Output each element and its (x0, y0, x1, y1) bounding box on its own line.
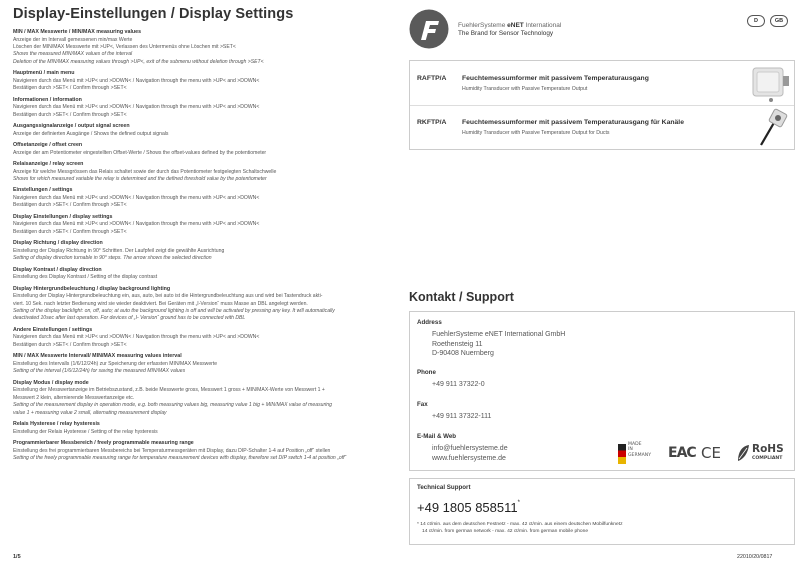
support-heading: Technical Support (417, 484, 471, 491)
section-line: Einstellung der Messwertanzeige im Betriebszustand, z.B. beide Messwerte gross, Messwert 1 gross + MIN/MAX-Werte von Messwert 1 + (13, 387, 325, 394)
section-line: Anzeige der im Intervall gemessenen min/max Werte (13, 36, 133, 43)
section-line: Setting of the interval (1/6/12/24h) for saving the measured MIN/MAX values (13, 368, 186, 375)
settings-section (13, 214, 395, 236)
section-heading: Einstellungen / settings (13, 187, 73, 194)
settings-section (13, 327, 395, 349)
section-line: Shows for which measured variable the relay is determined and the defined threshold value by the potentiometer (13, 176, 267, 183)
eac-mark: EAC (668, 445, 696, 461)
section-line: Bestätigen durch >SET< / Confirm through >SET< (13, 111, 127, 118)
section-line: Bestätigen durch >SET< / Confirm through >SET< (13, 202, 127, 209)
section-line: Anzeige der am Potentiometer eingestellten Offset-Werte / Shows the offset-values defined by the potentiometer (13, 149, 267, 156)
phone-label: Phone (417, 369, 436, 376)
section-line: Setting of the display backlight: on, off, auto; at auto the background lighting is off and will be activated by pressing any key. It will automatically (13, 308, 335, 315)
duct-sensor-image (747, 107, 791, 149)
settings-section (13, 380, 395, 417)
ce-mark: CE (701, 444, 721, 462)
section-line: Shows the measured MIN/MAX values of the interval (13, 51, 133, 58)
product-row (410, 106, 794, 150)
section-line: value 1 + measuring value 2 small, alternating measurement display (13, 409, 167, 416)
settings-section (13, 440, 395, 462)
web-label: E-Mail & Web (417, 433, 457, 440)
section-heading: MIN / MAX Messwerte / MIN/MAX measuring values (13, 29, 142, 35)
contact-heading: Kontakt / Support (409, 290, 514, 304)
language-de-badge: D (747, 15, 765, 27)
brand-tagline: The Brand for Sensor Technology (458, 30, 554, 37)
product-title: Feuchtemessumformer mit passivem Temperaturausgang für Kanäle (462, 119, 684, 126)
address-line: FuehlerSysteme eNET International GmbH (432, 331, 566, 338)
phone-number[interactable]: +49 911 37322-0 (432, 381, 485, 388)
address-line: D-90408 Nuernberg (432, 350, 494, 358)
section-line: Bestätigen durch >SET< / Confirm through >SET< (13, 341, 127, 348)
settings-section (13, 70, 395, 92)
section-line: Anzeige für welche Messgrössen das Relais schaltet sowie der durch das Potentiometer festgelegten Schaltschwelle (13, 168, 277, 175)
section-heading: Ausgangssignalanzeige / output signal screen (13, 123, 130, 130)
language-gb-badge: GB (770, 15, 788, 27)
product-code: RAFTP/A (417, 75, 447, 82)
section-line: Deletion of the MIN/MAX measuring values through >UP<, exit of the submenu without deletion through >SET< (13, 58, 264, 65)
rohs-leaf-icon (736, 444, 750, 462)
section-line: Einstellung der Display Hintergrundbeleuchtung ein, aus, auto, bei auto ist die Hintergrundbeleuchtung aus und wird bei Tastendruck akti- (13, 293, 323, 300)
section-line: Einstellung des Display Kontrast / Setting of the display contrast (13, 274, 158, 281)
section-heading: MIN / MAX Messwerte Intervall/ MIN/MAX measuring values interval (13, 353, 182, 360)
section-line: Bestätigen durch >SET< / Confirm through >SET< (13, 85, 127, 92)
settings-column (13, 6, 395, 466)
settings-section (13, 97, 395, 119)
web-link[interactable]: www.fuehlersysteme.de (432, 454, 506, 462)
brand-logo (409, 9, 449, 49)
section-line: Anzeige der definierten Ausgänge / Shows the defined output signals (13, 130, 169, 137)
settings-section (13, 161, 395, 183)
company-name: FuehlerSysteme eNET International (458, 22, 562, 29)
product-title: Feuchtemessumformer mit passivem Temperaturausgang (462, 75, 649, 82)
fax-number: +49 911 37322-111 (432, 413, 492, 420)
section-line: Einstellung des frei programmierbaren Messbereichs bei Temperaturmessgeräten mit Display, dazu DIP-Schalter 1-4 auf Position „off“ stellen (13, 447, 331, 454)
contact-box (409, 311, 795, 471)
section-line: Einstellung des Intervalls (1/6/12/24h) zur Speicherung der erfassten MIN/MAX Messwerte (13, 360, 218, 367)
email-link[interactable]: info@fuehlersysteme.de (432, 445, 508, 452)
support-phone[interactable]: +49 1805 858511* (417, 500, 520, 515)
address-line: Roethensteig 11 (432, 340, 483, 348)
section-line: Bestätigen durch >SET< / Confirm through >SET< (13, 228, 127, 235)
section-heading: Hauptmenü / main menu (13, 70, 75, 77)
section-line: Messwert 2 klein, alternierende Messwertanzeige etc. (13, 394, 135, 401)
section-heading: Display Modus / display mode (13, 379, 89, 386)
product-subtitle: Humidity Transducer with Passive Temperature Output for Ducts (462, 130, 610, 136)
support-box (409, 478, 795, 545)
settings-section (13, 142, 395, 157)
section-line: viert. 10 Sek. nach letzter Bedienung wird sie wieder deaktiviert. Bei Geräten mit „I-Version“ muss Masse an DBL angelegt werden. (13, 300, 308, 307)
settings-section (13, 123, 395, 138)
section-heading: Display Hintergrundbeleuchtung / display background lighting (13, 285, 171, 292)
page-title: Display-Einstellungen / Display Settings (13, 6, 294, 22)
made-in-germany-mark: MADE IN GERMANY (628, 442, 652, 458)
product-row (410, 61, 794, 105)
section-heading: Programmierbarer Messbereich / freely programmable measuring range (13, 439, 194, 446)
section-line: Einstellung der Relais Hysterese / Setting of the relay hysteresis (13, 428, 158, 435)
settings-list (13, 29, 395, 462)
address-label: Address (417, 319, 442, 326)
section-line: Setting of the freely programmable measuring range for temperature measurement devices with display, therefore set DIP switch 1-4 at position „off“ (13, 454, 347, 461)
german-flag-icon (618, 444, 626, 464)
section-line: Navigieren durch das Menü mit >UP< und >DOWN< / Navigation through the menu with >UP< and >DOWN< (13, 334, 260, 341)
support-note: 14 ct/min. from german network - max. 42 ct/min. from german mobile phone (422, 529, 589, 534)
section-line: Navigieren durch das Menü mit >UP< und >DOWN< / Navigation through the menu with >UP< and >DOWN< (13, 195, 260, 202)
section-line: deactivated 10sec after last operation. For devices of „I- Version“ ground has to be connected with DBL (13, 315, 246, 322)
section-heading: Offsetanzeige / offset creen (13, 142, 83, 149)
settings-section (13, 29, 395, 66)
settings-section (13, 187, 395, 209)
settings-section (13, 267, 395, 282)
product-subtitle: Humidity Transducer with Passive Temperature Output (462, 86, 588, 92)
rohs-compliant-label: COMPLIANT (752, 456, 783, 461)
product-code: RKFTP/A (417, 119, 447, 126)
document-code: 22010/20/0817 (737, 554, 773, 560)
fax-label: Fax (417, 401, 428, 408)
section-heading: Relais Hysterese / relay hysteresis (13, 420, 100, 427)
section-line: Navigieren durch das Menü mit >UP< und >DOWN< / Navigation through the menu with >UP< and >DOWN< (13, 221, 260, 228)
section-heading: Informationen / information (13, 96, 82, 103)
section-heading: Display Kontrast / display direction (13, 266, 102, 273)
support-note: * 14 ct/min. aus dem deutschen Festnetz - max. 42 ct/min. aus einem deutschen Mobilfunknetz (417, 522, 623, 527)
section-heading: Relaisanzeige / relay screen (13, 161, 84, 168)
page-number: 1/5 (13, 554, 21, 560)
section-line: Setting of display direction turnable in 90° steps. The arrow shows the selected direction (13, 255, 212, 262)
section-line: Löschen der MIN/MAX Messwerte mit >UP<, Verlassen des Untermenüs ohne Löschen mit >SET< (13, 44, 236, 50)
settings-section (13, 286, 395, 323)
section-heading: Andere Einstellungen / settings (13, 326, 93, 333)
section-line: Navigieren durch das Menü mit >UP< und >DOWN< / Navigation through the menu with >UP< and >DOWN< (13, 77, 260, 84)
section-line: Setting of the measurement display in operation mode, e.g. both measuring values big, measuring value 1 big + MIN/MAX value of measuring (13, 402, 332, 409)
section-heading: Display Einstellungen / display settings (13, 213, 113, 220)
section-line: Einstellung der Display Richtung in 90° Schritten. Der Laufpfeil zeigt die gewählte Ausrichtung (13, 247, 225, 254)
settings-section (13, 421, 395, 436)
section-line: Navigieren durch das Menü mit >UP< und >DOWN< / Navigation through the menu with >UP< and >DOWN< (13, 104, 260, 111)
rohs-mark: RoHS (752, 443, 784, 455)
product-box (409, 60, 795, 150)
settings-section (13, 353, 395, 375)
section-heading: Display Richtung / display direction (13, 240, 103, 247)
settings-section (13, 240, 395, 262)
room-sensor-image (747, 64, 791, 102)
